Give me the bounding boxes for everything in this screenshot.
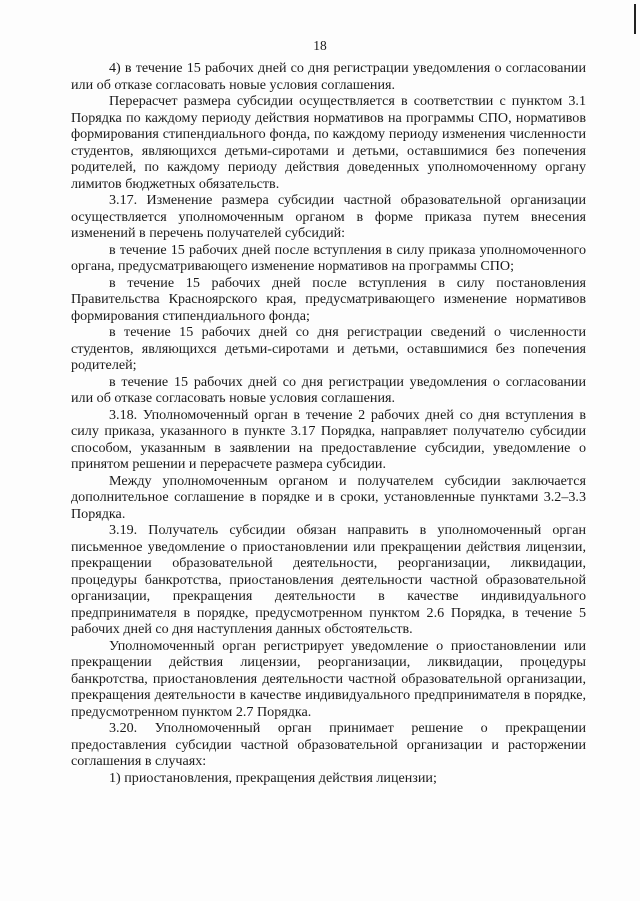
scan-edge-mark — [634, 4, 636, 34]
paragraph-3-17-orphans: в течение 15 рабочих дней со дня регистрации сведений о численности студентов, являющихся детьми-сиротами и детьми, оставшимися без попечения родителей; — [71, 324, 586, 373]
paragraph-3-17-notification: в течение 15 рабочих дней со дня регистрации уведомления о согласовании или об отказе согласовать новые условия соглашения. — [71, 373, 586, 406]
paragraph-item-4: 4) в течение 15 рабочих дней со дня регистрации уведомления о согласовании или об отказе согласовать новые условия соглашения. — [71, 60, 586, 93]
paragraph-3-17-scholarship-fund: в течение 15 рабочих дней после вступления в силу постановления Правительства Красноярского края, предусматривающего изменение нормативов формирования стипендиального фонда; — [71, 274, 586, 324]
page-number: 18 — [313, 38, 327, 53]
paragraph-3-18: 3.18. Уполномоченный орган в течение 2 рабочих дней со дня вступления в силу приказа, указанного в пункте 3.17 Порядка, направляет получателю субсидии способом, указанным в заявлении на предоставление субсидии, уведомление о принятом решении и перерасчете размера субсидии. — [71, 406, 586, 472]
paragraph-3-20-item-1: 1) приостановления, прекращения действия лицензии; — [109, 769, 437, 786]
paragraph-recalculation: Перерасчет размера субсидии осуществляется в соответствии с пунктом 3.1 Порядка по каждому периоду действия нормативов на программы СПО, нормативов формирования стипендиального фонда, по каждому периоду изменения численности студентов, являющихся детьми-сиротами и детьми, оставшимися без попечения родителей, по каждому периоду действия доведенных уполномоченному органу лимитов бюджетных обязательств. — [71, 93, 586, 192]
paragraph-3-17: 3.17. Изменение размера субсидии частной образовательной организации осуществляется уполномоченным органом в форме приказа путем внесения изменений в перечень получателей субсидий: — [71, 192, 586, 241]
document-body — [71, 60, 586, 786]
paragraph-3-17-normatives-spo: в течение 15 рабочих дней после вступления в силу приказа уполномоченного органа, предусматривающего изменение нормативов на программы СПО; — [71, 241, 586, 274]
paragraph-registration: Уполномоченный орган регистрирует уведомление о приостановлении или прекращении действия лицензии, реорганизации, ликвидации, процедуры банкротства, приостановления деятельности частной образовательной организации, прекращения деятельности в качестве индивидуального предпринимателя в порядке, предусмотренном пунктом 2.7 Порядка. — [71, 637, 586, 720]
paragraph-additional-agreement: Между уполномоченным органом и получателем субсидии заключается дополнительное соглашение в порядке и в сроки, установленные пунктами 3.2–3.3 Порядка. — [71, 472, 586, 522]
paragraph-3-19: 3.19. Получатель субсидии обязан направить в уполномоченный орган письменное уведомление о приостановлении или прекращении действия лицензии, прекращении образовательной деятельности, реорганизации, ликвидации, процедуры банкротства, приостановления деятельности частной образовательной организации, прекращения деятельности в качестве индивидуального предпринимателя в порядке, предусмотренном пунктом 2.6 Порядка, в течение 5 рабочих дней со дня наступления данных обстоятельств. — [71, 522, 586, 637]
paragraph-3-20: 3.20. Уполномоченный орган принимает решение о прекращении предоставления субсидии частной образовательной организации и расторжении соглашения в случаях: — [71, 720, 586, 769]
